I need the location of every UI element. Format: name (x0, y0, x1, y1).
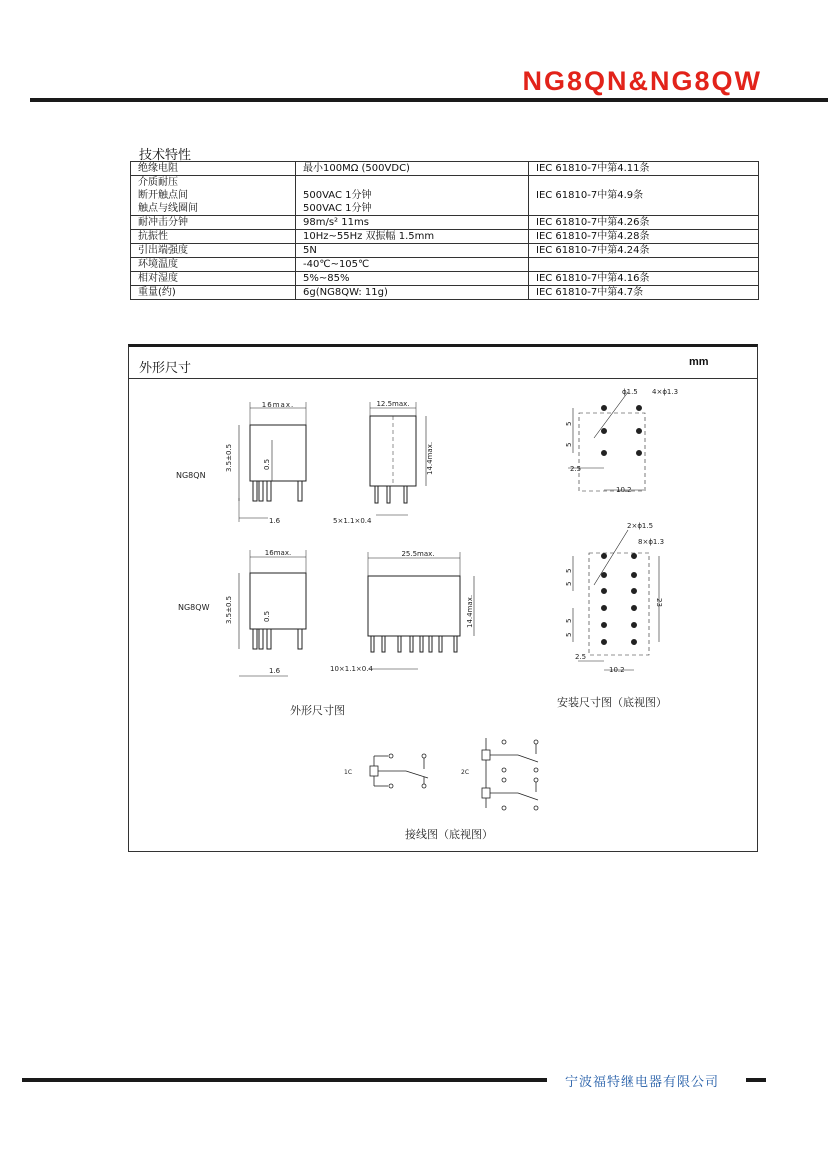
dim-25-5max: 25.5max. (401, 550, 435, 558)
label-ng8qn: NG8QN (176, 471, 206, 480)
dim-pitch-10: 10×1.1×0.4 (330, 665, 373, 673)
dimensions-unit: mm (689, 356, 709, 368)
spec-value-text: 最小100MΩ (500VDC) (303, 163, 410, 174)
spec-name-text: 相对湿度 (138, 273, 178, 284)
dimension-drawings (128, 380, 758, 850)
label-2c: 2C (461, 769, 470, 776)
footer-rule-right (746, 1078, 766, 1082)
ng8qw-front-view (239, 550, 306, 676)
spec-standard (529, 244, 759, 258)
spec-standard (529, 272, 759, 286)
header-rule (30, 98, 828, 102)
spec-name-text: 引出端强度 (138, 245, 188, 256)
caption-mount: 安装尺寸图（底视图） (557, 696, 667, 709)
spec-standard (529, 258, 759, 272)
label-ng8qw: NG8QW (178, 603, 210, 612)
dim-16max-b: 16max. (264, 549, 292, 557)
spec-value-text: 5%~85% (303, 273, 350, 284)
dim-2-5-a: 2.5 (570, 465, 582, 473)
spec-row (131, 162, 759, 176)
spec-row (131, 272, 759, 286)
caption-outline: 外形尺寸图 (290, 704, 345, 717)
spec-name (131, 258, 296, 272)
dim-10-2-a: 10.2 (616, 486, 632, 494)
spec-value (296, 258, 529, 272)
dim-5-b: 5 (565, 442, 573, 447)
dim-5-a: 5 (565, 421, 573, 426)
spec-name (131, 272, 296, 286)
spec-standard-text: IEC 61810-7中第4.9条 (536, 190, 644, 201)
dim-0-5-a: 0.5 (263, 458, 271, 470)
label-1c: 1C (344, 769, 353, 776)
ng8qn-mount-view (568, 392, 645, 491)
dim-5-e: 5 (565, 618, 573, 623)
page-title: NG8QN&NG8QW (522, 66, 762, 96)
spec-name-text: 抗振性 (138, 231, 168, 242)
dim-23: 23 (655, 598, 663, 607)
ng8qw-mount-view (573, 530, 659, 670)
spec-standard (529, 230, 759, 244)
dim-2xd1-5: 2×ϕ1.5 (627, 522, 654, 530)
dim-8xd1-3: 8×ϕ1.3 (638, 538, 665, 546)
dim-pitch-5: 5×1.1×0.4 (333, 517, 372, 525)
spec-value (296, 176, 529, 216)
wiring-2c (482, 738, 538, 810)
spec-standard (529, 216, 759, 230)
dim-1-6-b: 1.6 (269, 667, 281, 675)
dimensions-title: 外形尺寸 (139, 361, 192, 376)
spec-value-text: 5N (303, 245, 317, 256)
dim-0-5-b: 0.5 (263, 610, 271, 622)
footer-rule-left (22, 1078, 547, 1082)
spec-row (131, 258, 759, 272)
spec-name (131, 216, 296, 230)
spec-row (131, 230, 759, 244)
dim-5-d: 5 (565, 581, 573, 586)
dim-3-5-b: 3.5±0.5 (225, 595, 233, 624)
ng8qn-front-view (239, 402, 306, 522)
spec-name-text: 耐冲击分钟 (138, 217, 188, 228)
spec-standard-text: IEC 61810-7中第4.11条 (536, 163, 650, 174)
spec-name-text: 介质耐压 断开触点间 触点与线圈间 (138, 177, 198, 214)
spec-value (296, 230, 529, 244)
footer-company: 宁波福特继电器有限公司 (565, 1075, 720, 1090)
spec-value (296, 216, 529, 230)
spec-name (131, 230, 296, 244)
spec-standard (529, 286, 759, 300)
wiring-1c (370, 754, 428, 788)
spec-value (296, 272, 529, 286)
spec-name (131, 244, 296, 258)
caption-wiring: 接线图（底视图） (405, 828, 493, 841)
dim-16max-a: 16max. (261, 401, 295, 409)
dim-5-f: 5 (565, 632, 573, 637)
dim-10-2-b: 10.2 (609, 666, 625, 674)
spec-value-text: -40℃~105℃ (303, 259, 370, 270)
spec-name (131, 162, 296, 176)
dim-4xd1-3: 4×ϕ1.3 (652, 388, 679, 396)
spec-row (131, 244, 759, 258)
spec-caption: 技术特性 (139, 148, 192, 163)
dim-2-5-b: 2.5 (575, 653, 587, 661)
spec-table (130, 161, 759, 300)
spec-name-text: 环境温度 (138, 259, 178, 270)
spec-name-text: 绝缘电阻 (138, 163, 178, 174)
ng8qw-side-view (368, 552, 474, 669)
dimensions-divider (129, 378, 757, 379)
spec-value-text: 500VAC 1分钟 500VAC 1分钟 (303, 190, 372, 214)
spec-row (131, 216, 759, 230)
spec-standard (529, 176, 759, 216)
spec-row (131, 176, 759, 216)
dim-12-5max: 12.5max. (376, 400, 410, 408)
spec-standard-text: IEC 61810-7中第4.26条 (536, 217, 650, 228)
spec-name (131, 176, 296, 216)
spec-standard (529, 162, 759, 176)
dim-d1-5: ϕ1.5 (622, 388, 638, 396)
ng8qn-side-view (370, 402, 426, 515)
spec-value-text: 6g(NG8QW: 11g) (303, 287, 388, 298)
dim-14-4max-b: 14.4max. (466, 594, 474, 628)
spec-name-text: 重量(约) (138, 287, 176, 298)
spec-name (131, 286, 296, 300)
dim-5-c: 5 (565, 568, 573, 573)
spec-value (296, 244, 529, 258)
spec-standard-text: IEC 61810-7中第4.24条 (536, 245, 650, 256)
spec-value (296, 286, 529, 300)
spec-value (296, 162, 529, 176)
spec-standard-text: IEC 61810-7中第4.16条 (536, 273, 650, 284)
spec-value-text: 98m/s² 11ms (303, 217, 369, 228)
spec-row (131, 286, 759, 300)
spec-standard-text: IEC 61810-7中第4.28条 (536, 231, 650, 242)
dim-3-5-a: 3.5±0.5 (225, 443, 233, 472)
spec-value-text: 10Hz~55Hz 双振幅 1.5mm (303, 231, 435, 242)
spec-standard-text: IEC 61810-7中第4.7条 (536, 287, 644, 298)
dim-1-6-a: 1.6 (269, 517, 281, 525)
dim-14-4max-a: 14.4max. (426, 441, 434, 475)
